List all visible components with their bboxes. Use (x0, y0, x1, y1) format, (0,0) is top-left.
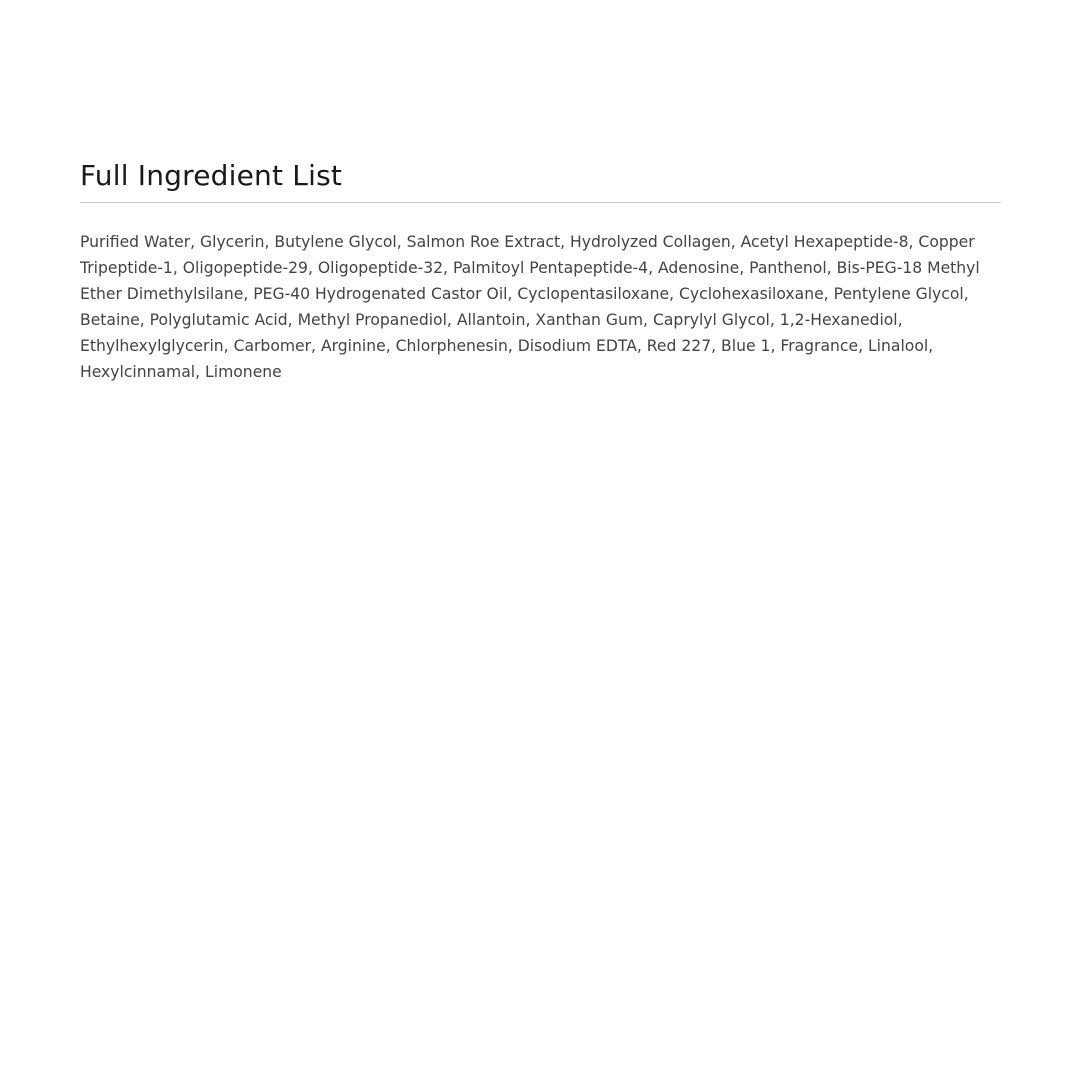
ingredient-section (80, 158, 1001, 385)
ingredient-list: Purified Water, Glycerin, Butylene Glycol, Salmon Roe Extract, Hydrolyzed Collagen, Acetyl Hexapeptide-8, Copper Tripeptide-1, Oligopeptide-29, Oligopeptide-32, Palmitoyl Pentapeptide-4, Adenosine, Panthenol, Bis-PEG-18 Methyl Ether Dimethylsilane, PEG-40 Hydrogenated Castor Oil, Cyclopentasiloxane, Cyclohexasiloxane, Pentylene Glycol, Betaine, Polyglutamic Acid, Methyl Propanediol, Allantoin, Xanthan Gum, Caprylyl Glycol, 1,2-Hexanediol, Ethylhexylglycerin, Carbomer, Arginine, Chlorphenesin, Disodium EDTA, Red 227, Blue 1, Fragrance, Linalool, Hexylcinnamal, Limonene (80, 233, 980, 381)
title-divider (80, 202, 1001, 203)
section-title: Full Ingredient List (80, 159, 343, 192)
